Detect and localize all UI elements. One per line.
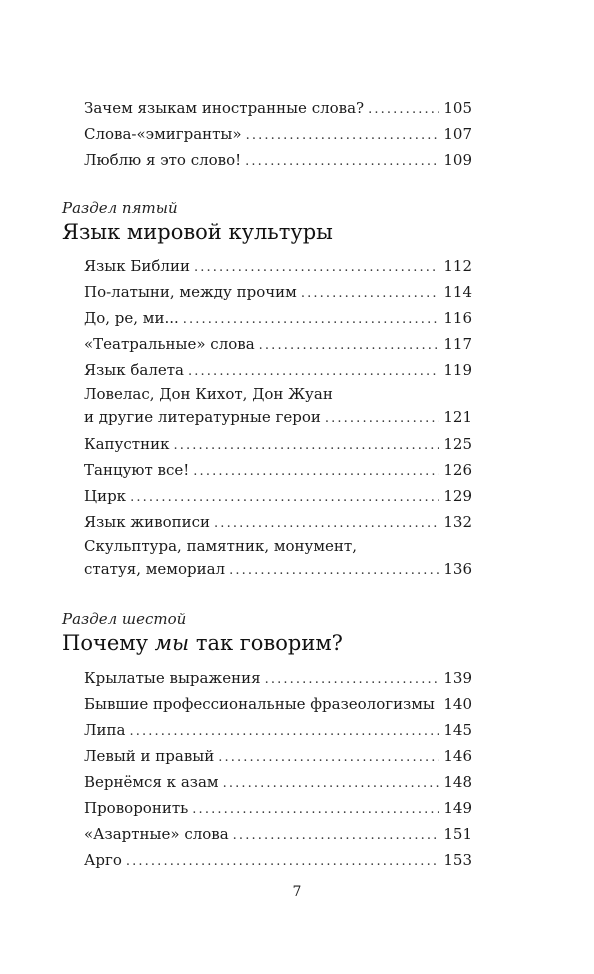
toc-entry-title: Язык балета — [84, 361, 184, 379]
section-title-italic: мы — [154, 631, 190, 655]
toc-entry — [84, 665, 472, 691]
toc-entry-page: 125 — [443, 435, 472, 453]
leader-dots — [245, 147, 439, 175]
toc-entry-page: 146 — [443, 747, 472, 765]
toc-entry-page: 151 — [443, 825, 472, 843]
toc-entry-title: Проворонить — [84, 799, 189, 817]
leader-dots — [325, 405, 440, 431]
toc-entry — [84, 795, 472, 821]
leader-dots — [188, 357, 439, 385]
toc-entry-title: и другие литературные герои — [84, 408, 321, 426]
toc-entry — [84, 535, 472, 583]
toc-entry — [84, 847, 472, 873]
toc-entry-title: Язык Библии — [84, 257, 190, 275]
toc-entry-page: 132 — [443, 513, 472, 531]
toc-entry-page: 136 — [443, 560, 472, 578]
leader-dots — [126, 847, 440, 875]
leader-dots — [223, 769, 440, 797]
toc-entry-page: 114 — [443, 283, 472, 301]
toc-entry-title: До, ре, ми... — [84, 309, 179, 327]
toc-entry — [84, 717, 472, 743]
toc-entry-page: 139 — [443, 669, 472, 687]
leader-dots — [259, 331, 440, 359]
toc-entry-page: 140 — [443, 695, 472, 713]
toc-entry-page: 129 — [443, 487, 472, 505]
toc-entry — [84, 253, 472, 279]
toc-entry — [84, 121, 472, 147]
toc-entry-title-line1: Ловелас, Дон Кихот, Дон Жуан — [84, 385, 333, 403]
toc-entry — [84, 305, 472, 331]
leader-dots — [193, 457, 439, 485]
leader-dots — [173, 431, 439, 459]
toc-entry — [84, 457, 472, 483]
toc-entry-title: Зачем языкам иностранные слова? — [84, 99, 365, 117]
toc-entry-page: 107 — [443, 125, 472, 143]
toc-entry-title: Язык живописи — [84, 513, 211, 531]
toc-entry — [84, 691, 472, 717]
toc-entry-title: Крылатые выражения — [84, 669, 261, 687]
toc-entry-title: «Театральные» слова — [84, 335, 255, 353]
toc-entry-title: «Азартные» слова — [84, 825, 229, 843]
toc-entry — [84, 743, 472, 769]
leader-dots — [130, 483, 439, 511]
toc-entry — [84, 821, 472, 847]
toc-entry — [84, 483, 472, 509]
toc-entry-title: Капустник — [84, 435, 170, 453]
toc-list-top — [84, 95, 472, 173]
toc-entry-title: Слова-«эмигранты» — [84, 125, 242, 143]
toc-entry — [84, 357, 472, 383]
toc-entry — [84, 331, 472, 357]
toc-entry-title: Липа — [84, 721, 126, 739]
leader-dots — [246, 121, 440, 149]
toc-entry-page: 126 — [443, 461, 472, 479]
toc-entry-title: Левый и правый — [84, 747, 215, 765]
section-title — [62, 631, 343, 655]
toc-entry-title: Арго — [84, 851, 122, 869]
toc-entry-title: Люблю я это слово! — [84, 151, 242, 169]
leader-dots — [265, 665, 440, 693]
leader-dots — [194, 253, 439, 281]
page-number: 7 — [292, 884, 302, 900]
toc-entry-page: 153 — [443, 851, 472, 869]
toc-entry — [84, 279, 472, 305]
leader-dots — [183, 305, 440, 333]
toc-entry — [84, 509, 472, 535]
toc-entry-title: Танцуют все! — [84, 461, 190, 479]
toc-entry-page: 112 — [443, 257, 472, 275]
toc-entry-page: 119 — [443, 361, 472, 379]
toc-entry-title: статуя, мемориал — [84, 560, 226, 578]
toc-entry-title-line1: Скульптура, памятник, монумент, — [84, 537, 357, 555]
leader-dots — [192, 795, 439, 823]
toc-entry-title: Цирк — [84, 487, 127, 505]
leader-dots — [233, 821, 440, 849]
toc-entry — [84, 383, 472, 431]
leader-dots — [214, 509, 439, 537]
toc-list-section6 — [84, 665, 472, 873]
section-title-part: Почему — [62, 631, 155, 655]
toc-entry — [84, 431, 472, 457]
section-label: Раздел пятый — [62, 199, 178, 217]
section-title: Язык мировой культуры — [62, 220, 333, 244]
toc-entry-page: 117 — [443, 335, 472, 353]
leader-dots — [218, 743, 439, 771]
toc-entry-page: 121 — [443, 408, 472, 426]
toc-entry-page: 116 — [443, 309, 472, 327]
section-title-part: так говорим? — [189, 631, 343, 655]
toc-entry-title: По-латыни, между прочим — [84, 283, 297, 301]
toc-entry-page: 109 — [443, 151, 472, 169]
leader-dots — [229, 557, 439, 583]
toc-entry-title: Вернёмся к азам — [84, 773, 219, 791]
toc-entry-page: 145 — [443, 721, 472, 739]
toc-entry-page: 105 — [443, 99, 472, 117]
toc-entry-title: Бывшие профессиональные фразеологизмы — [84, 695, 435, 713]
toc-entry-page: 149 — [443, 799, 472, 817]
toc-entry — [84, 147, 472, 173]
section-label: Раздел шестой — [62, 610, 187, 628]
leader-dots — [368, 95, 439, 123]
toc-entry — [84, 769, 472, 795]
leader-dots — [301, 279, 440, 307]
toc-list-section5 — [84, 253, 472, 583]
toc-entry — [84, 95, 472, 121]
toc-entry-page: 148 — [443, 773, 472, 791]
leader-dots — [129, 717, 439, 745]
